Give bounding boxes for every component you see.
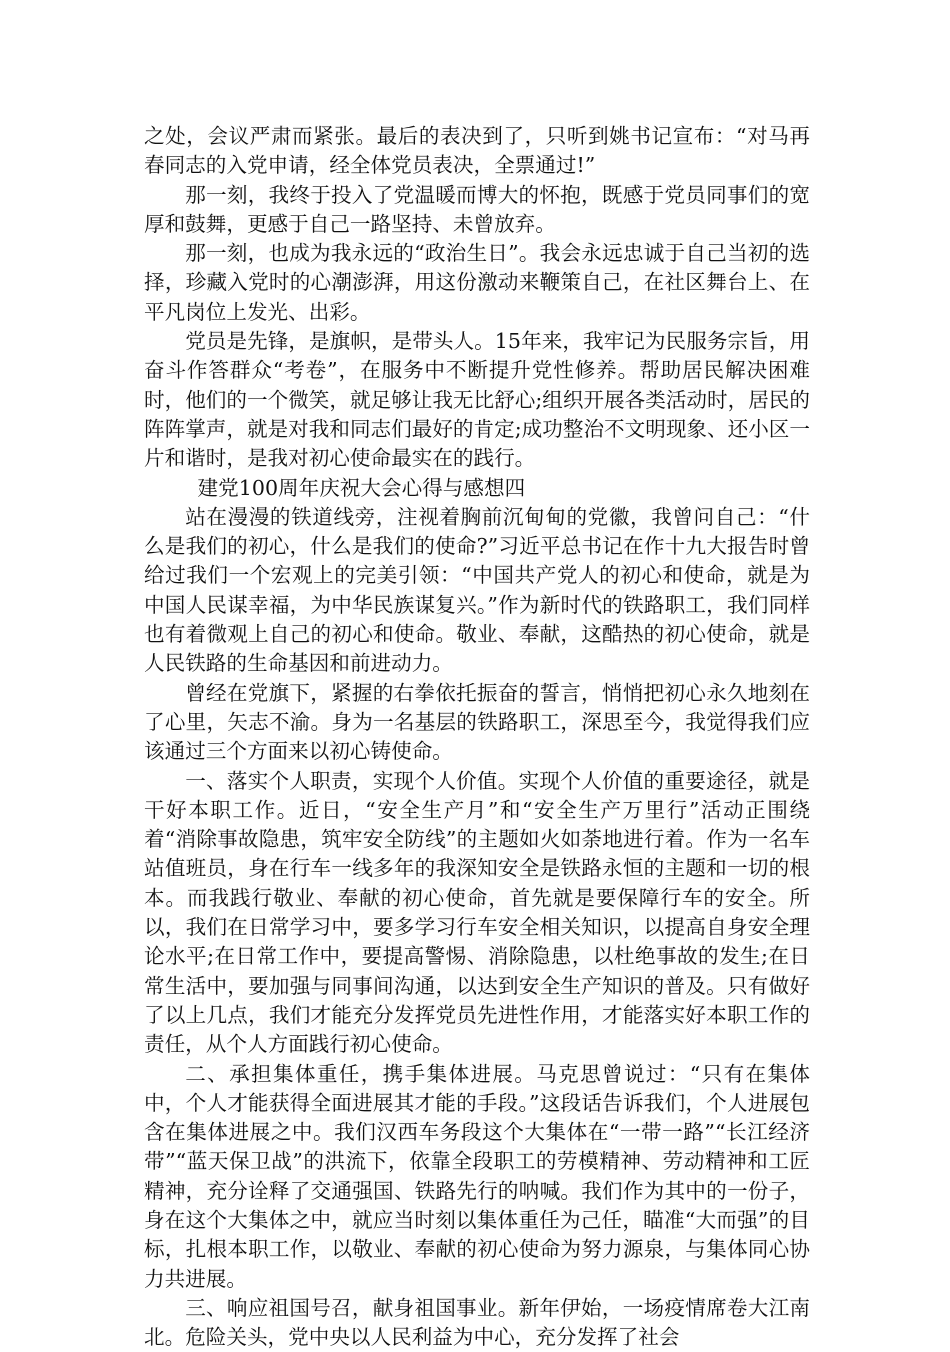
paragraph-party-member-pioneer: 党员是先锋，是旗帜，是带头人。15年来，我牢记为民服务宗旨，用奋斗作答群众“考卷”，在服务中不断提升党性修养。帮助居民解决困难时，他们的一个微笑，就足够让我无比舒心;组织开展各类活动时，居民的阵阵掌声，就是对我和同志们最好的肯定;成功整治不文明现象、还小区一片和谐时，是我对初心使命最实在的践行。 — [144, 329, 810, 471]
paragraph-oath: 曾经在党旗下，紧握的右拳依托振奋的誓言，悄悄把初心永久地刻在了心里，矢志不渝。身为一名基层的铁路职工，深思至今，我觉得我们应该通过三个方面来以初心铸使命。 — [144, 680, 810, 764]
paragraph-railway-origin: 站在漫漫的铁道线旁，注视着胸前沉甸甸的党徽，我曾问自己：“什么是我们的初心，什么是我们的使命?”习近平总书记在作十九大报告时曾给过我们一个宏观上的完美引领：“中国共产党人的初心和使命，就是为中国人民谋幸福，为中华民族谋复兴。”作为新时代的铁路职工，我们同样也有着微观上自己的初心和使命。敬业、奉献，这酷热的初心使命，就是人民铁路的生命基因和前进动力。 — [144, 504, 810, 676]
paragraph-point-three: 三、响应祖国号召，献身祖国事业。新年伊始，一场疫情席卷大江南北。危险关头，党中央以人民利益为中心，充分发挥了社会 — [144, 1295, 810, 1350]
paragraph-continuation: 之处，会议严肃而紧张。最后的表决到了，只听到姚书记宣布：“对马再春同志的入党申请，经全体党员表决，全票通过!” — [144, 124, 810, 178]
paragraph-point-two: 二、承担集体重任，携手集体进展。马克思曾说过：“只有在集体中，个人才能获得全面进展其才能的手段。”这段话告诉我们，个人进展包含在集体进展之中。我们汉西车务段这个大集体在“一带一路”“长江经济带”“蓝天保卫战”的洪流下，依靠全段职工的劳模精神、劳动精神和工匠精神，充分诠释了交通强国、铁路先行的呐喊。我们作为其中的一份子，身在这个大集体之中，就应当时刻以集体重任为己任，瞄准“大而强”的目标，扎根本职工作，以敬业、奉献的初心使命为努力源泉，与集体同心协力共进展。 — [144, 1061, 810, 1291]
paragraph-moment-joined: 那一刻，我终于投入了党温暖而博大的怀抱，既感于党员同事们的宽厚和鼓舞，更感于自己一路坚持、未曾放弃。 — [144, 182, 810, 236]
section-heading: 建党100周年庆祝大会心得与感想四 — [197, 475, 526, 500]
paragraph-political-birthday: 那一刻，也成为我永远的“政治生日”。我会永远忠诚于自己当初的选择，珍藏入党时的心潮澎湃，用这份激动来鞭策自己，在社区舞台上、在平凡岗位上发光、出彩。 — [144, 241, 810, 324]
paragraph-point-one: 一、落实个人职责，实现个人价值。实现个人价值的重要途径，就是干好本职工作。近日，“安全生产月”和“安全生产万里行”活动正围绕着“消除事故隐患，筑牢安全防线”的主题如火如荼地进行着。作为一名车站值班员，身在行车一线多年的我深知安全是铁路永恒的主题和一切的根本。而我践行敬业、奉献的初心使命，首先就是要保障行车的安全。所以，我们在日常学习中，要多学习行车安全相关知识，以提高自身安全理论水平;在日常工作中，要提高警惕、消除隐患，以杜绝事故的发生;在日常生活中，要加强与同事间沟通，以达到安全生产知识的普及。只有做好了以上几点，我们才能充分发挥党员先进性作用，才能落实好本职工作的责任，从个人方面践行初心使命。 — [144, 768, 810, 1057]
document-body — [144, 122, 810, 1352]
